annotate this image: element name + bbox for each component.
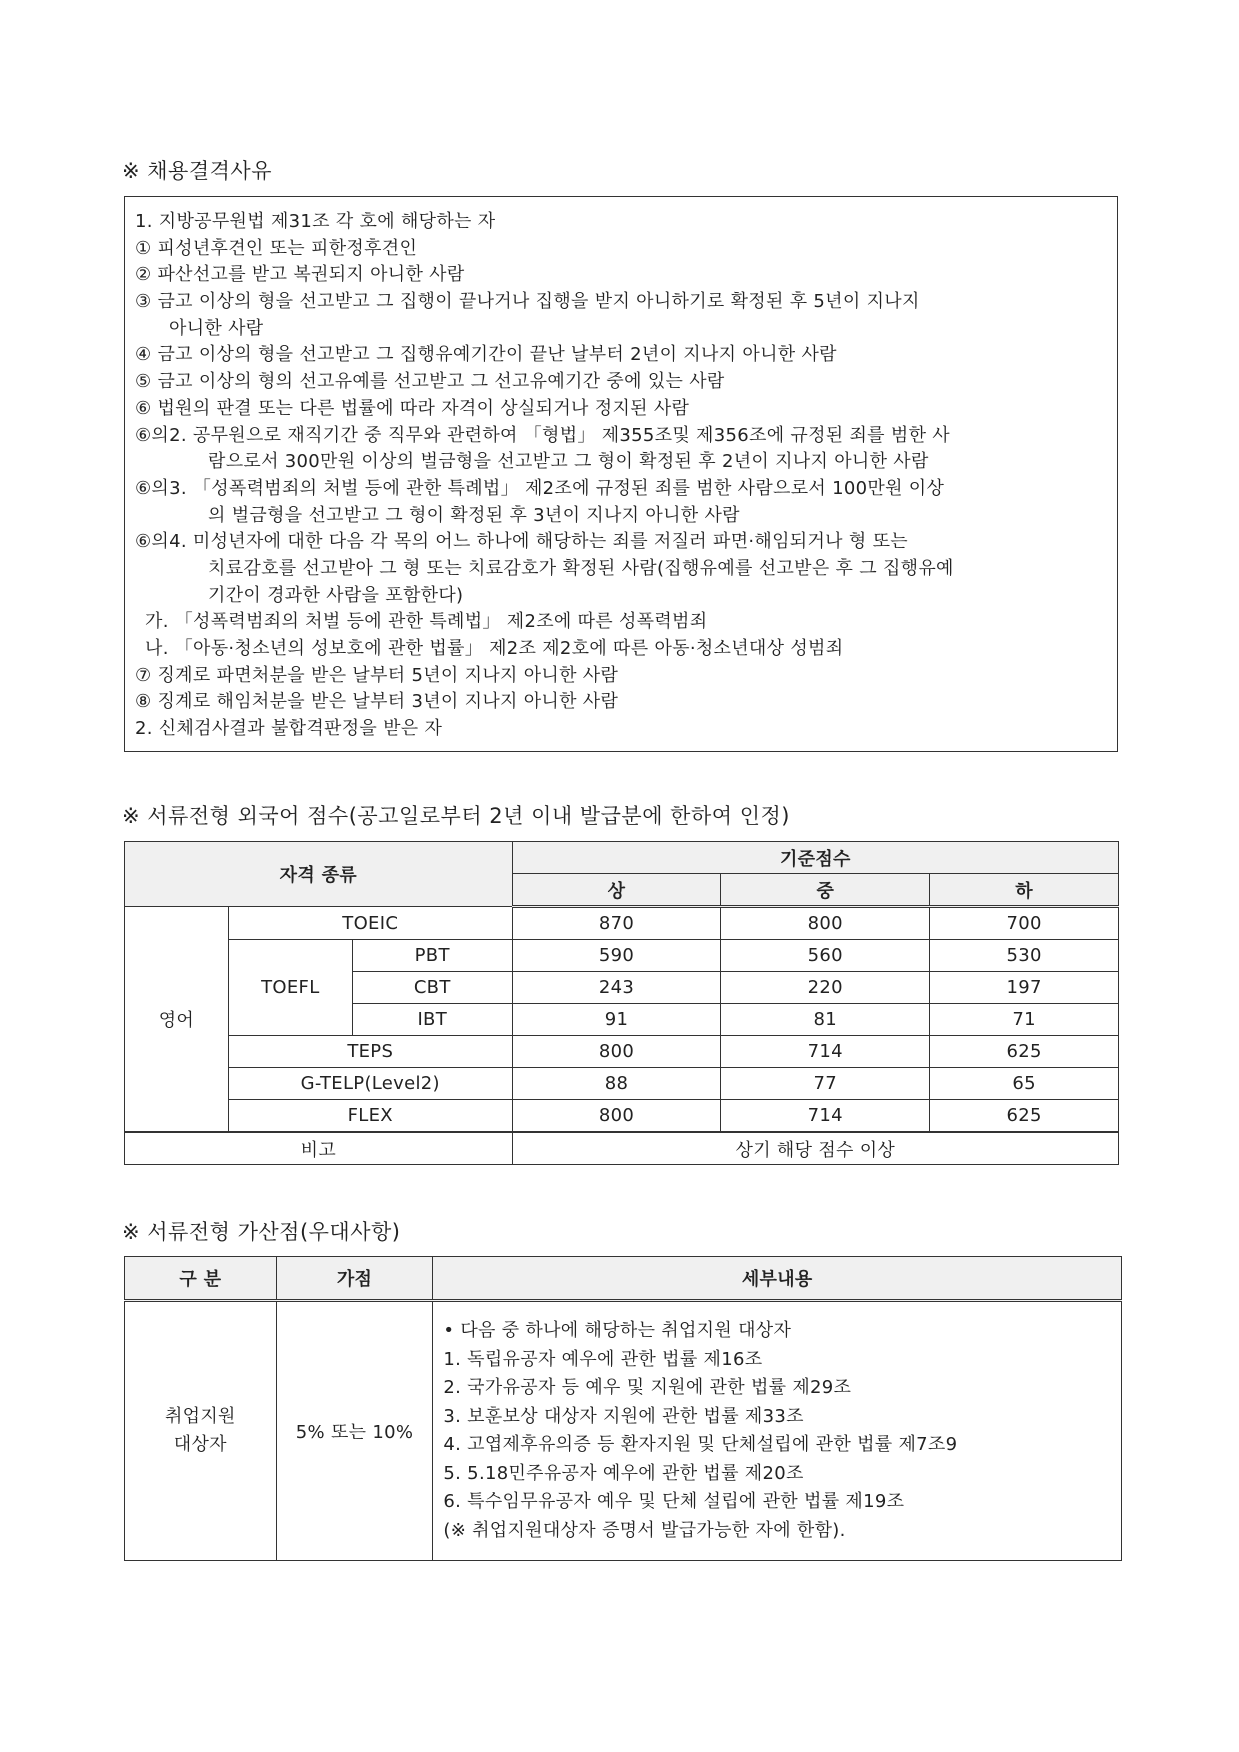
list-item: ⑥의4. 미성년자에 대한 다음 각 목의 어느 하나에 해당하는 죄를 저질러 파면·해임되거나 형 또는 (135, 531, 908, 553)
table-row (125, 1036, 1119, 1068)
exam-subtype: CBT (352, 972, 512, 1004)
note-label: 비고 (125, 1132, 513, 1165)
score-cell: 870 (512, 907, 721, 940)
list-item: ① 피성년후견인 또는 피한정후견인 (135, 237, 418, 259)
header-details: 세부내용 (433, 1257, 1122, 1301)
category-cell (125, 1301, 277, 1561)
table-row (125, 940, 1119, 972)
exam-name: FLEX (228, 1100, 512, 1133)
exam-name: TEPS (228, 1036, 512, 1068)
exam-subtype: PBT (352, 940, 512, 972)
score-cell: 800 (512, 1036, 721, 1068)
detail-line: (※ 취업지원대상자 증명서 발급가능한 자에 한함). (443, 1519, 846, 1541)
list-item: 1. 지방공무원법 제31조 각 호에 해당하는 자 (135, 211, 496, 232)
detail-line: 5. 5.18민주유공자 예우에 관한 법률 제20조 (443, 1462, 804, 1484)
list-item: 아니한 사람 (169, 317, 264, 339)
category-line: 취업지원 (164, 1406, 236, 1427)
section-title-disqualification: ※ 채용결격사유 (122, 159, 272, 183)
score-cell: 530 (930, 940, 1119, 972)
header-qualification: 자격 종류 (125, 842, 513, 907)
list-item: 치료감호를 선고받아 그 형 또는 치료감호가 확정된 사람(집행유예를 선고받은 후 그 집행유예 (208, 557, 954, 579)
list-item: ⑥의2. 공무원으로 재직기간 중 직무와 관련하여 「형법」 제355조및 제356조에 규정된 죄를 범한 사 (135, 424, 950, 446)
score-cell: 71 (930, 1004, 1119, 1036)
language-score-table (124, 841, 1119, 1165)
section-title-bonus-points: ※ 서류전형 가산점(우대사항) (122, 1220, 401, 1244)
score-cell: 590 (512, 940, 721, 972)
language-english: 영어 (125, 907, 229, 1133)
list-item: 2. 신체검사결과 불합격판정을 받은 자 (135, 718, 443, 740)
section-title-language-score: ※ 서류전형 외국어 점수(공고일로부터 2년 이내 발급분에 한하여 인정) (122, 804, 790, 828)
list-item: ⑥의3. 「성폭력범죄의 처벌 등에 관한 특례법」 제2조에 규정된 죄를 범한 사람으로서 100만원 이상 (135, 477, 945, 499)
header-category: 구 분 (125, 1257, 277, 1301)
list-item: ⑤ 금고 이상의 형의 선고유예를 선고받고 그 선고유예기간 중에 있는 사람 (135, 371, 725, 393)
score-cell: 77 (721, 1068, 930, 1100)
header-points: 가점 (276, 1257, 433, 1301)
table-row (125, 1100, 1119, 1133)
bonus-points-table (124, 1256, 1122, 1561)
list-item: ⑦ 징계로 파면처분을 받은 날부터 5년이 지나지 아니한 사람 (135, 664, 619, 686)
score-cell: 65 (930, 1068, 1119, 1100)
score-cell: 714 (721, 1100, 930, 1133)
table-row (125, 1301, 1122, 1561)
category-line: 대상자 (173, 1434, 227, 1455)
score-cell: 197 (930, 972, 1119, 1004)
exam-toefl: TOEFL (228, 940, 352, 1036)
detail-line: 3. 보훈보상 대상자 지원에 관한 법률 제33조 (443, 1405, 804, 1427)
table-row (125, 1132, 1119, 1165)
header-level-mid: 중 (721, 874, 930, 907)
detail-line: • 다음 중 하나에 해당하는 취업지원 대상자 (443, 1320, 792, 1341)
points-cell: 5% 또는 10% (276, 1301, 433, 1561)
score-cell: 88 (512, 1068, 721, 1100)
score-cell: 800 (721, 907, 930, 940)
exam-name: TOEIC (228, 907, 512, 940)
detail-line: 6. 특수임무유공자 예우 및 단체 설립에 관한 법률 제19조 (443, 1491, 905, 1512)
score-cell: 800 (512, 1100, 721, 1133)
detail-line: 4. 고엽제후유의증 등 환자지원 및 단체설립에 관한 법률 제7조9 (443, 1434, 958, 1455)
exam-name: G-TELP(Level2) (228, 1068, 512, 1100)
header-level-high: 상 (512, 874, 721, 907)
list-item: 나. 「아동·청소년의 성보호에 관한 법률」 제2조 제2호에 따른 아동·청소년대상 성범죄 (145, 638, 844, 659)
list-item: 기간이 경과한 사람을 포함한다) (208, 584, 464, 606)
exam-subtype: IBT (352, 1004, 512, 1036)
list-item: ④ 금고 이상의 형을 선고받고 그 집행유예기간이 끝난 날부터 2년이 지나지 아니한 사람 (135, 344, 837, 366)
disqualification-box (124, 196, 1118, 752)
score-cell: 91 (512, 1004, 721, 1036)
list-item: ③ 금고 이상의 형을 선고받고 그 집행이 끝나거나 집행을 받지 아니하기로 확정된 후 5년이 지나지 (135, 291, 920, 313)
score-cell: 700 (930, 907, 1119, 940)
score-cell: 714 (721, 1036, 930, 1068)
list-item: 가. 「성폭력범죄의 처벌 등에 관한 특례법」 제2조에 따른 성폭력범죄 (145, 611, 708, 633)
detail-line: 1. 독립유공자 예우에 관한 법률 제16조 (443, 1348, 763, 1370)
score-cell: 81 (721, 1004, 930, 1036)
table-row (125, 907, 1119, 940)
list-item: ② 파산선고를 받고 복권되지 아니한 사람 (135, 264, 465, 286)
note-value: 상기 해당 점수 이상 (512, 1132, 1118, 1165)
score-cell: 220 (721, 972, 930, 1004)
header-level-low: 하 (930, 874, 1119, 907)
table-row (125, 1068, 1119, 1100)
header-standard-score: 기준점수 (512, 842, 1118, 874)
list-item: ⑥ 법원의 판결 또는 다른 법률에 따라 자격이 상실되거나 정지된 사람 (135, 397, 690, 419)
list-item: ⑧ 징계로 해임처분을 받은 날부터 3년이 지나지 아니한 사람 (135, 691, 619, 713)
detail-line: 2. 국가유공자 등 예우 및 지원에 관한 법률 제29조 (443, 1377, 852, 1398)
details-cell (433, 1301, 1122, 1561)
list-item: 의 벌금형을 선고받고 그 형이 확정된 후 3년이 지나지 아니한 사람 (208, 504, 740, 526)
score-cell: 625 (930, 1100, 1119, 1133)
score-cell: 243 (512, 972, 721, 1004)
list-item: 람으로서 300만원 이상의 벌금형을 선고받고 그 형이 확정된 후 2년이 지나지 아니한 사람 (208, 451, 929, 473)
score-cell: 560 (721, 940, 930, 972)
score-cell: 625 (930, 1036, 1119, 1068)
